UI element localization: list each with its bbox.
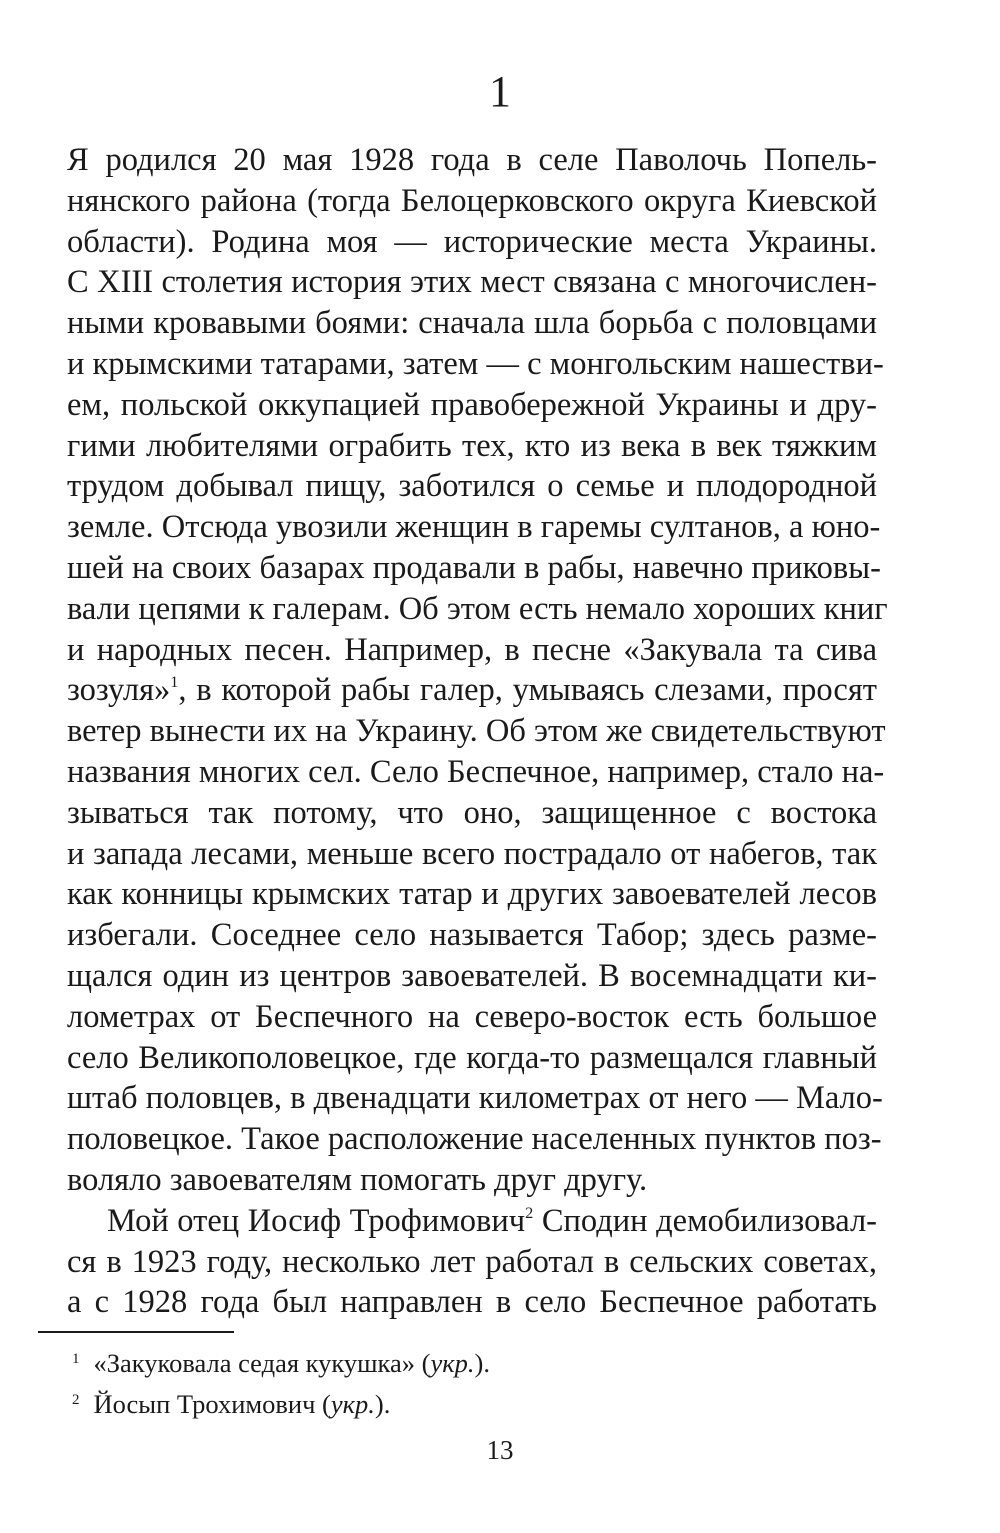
footnote-ref[interactable]: 2 <box>525 1203 534 1222</box>
footnote-close: ). <box>474 1348 490 1378</box>
footnotes <box>72 1345 490 1427</box>
text-line: село Великополовецкое, где когда-то размещался главный <box>67 1039 877 1076</box>
text-line: области). Родина моя — исторические места Украины. <box>67 223 877 260</box>
text-line: и запада лесами, меньше всего пострадало от набегов, так <box>67 835 877 872</box>
text-line: щался один из центров завоевателей. В восемнадцати ки- <box>67 957 877 994</box>
footnote-divider <box>38 1331 234 1333</box>
text-line: С XIII столетия история этих мест связана с многочислен- <box>67 264 877 301</box>
page-number: 13 <box>486 1435 514 1465</box>
text-line: а с 1928 года был направлен в село Беспечное работать <box>67 1284 877 1321</box>
text-line: шей на своих базарах продавали в рабы, навечно приковы- <box>67 549 881 586</box>
footnote-text: Йосып Трохимович ( <box>93 1389 331 1419</box>
text-line: вали цепями к галерам. Об этом есть немало хороших книг <box>67 590 888 627</box>
text-line: ветер вынести их на Украину. Об этом же свидетельствуют <box>67 713 886 750</box>
text-line-part: зозуля» <box>67 672 171 709</box>
text-line: лометрах от Беспечного на северо-восток есть большое <box>67 998 877 1035</box>
footnote-2 <box>72 1386 490 1427</box>
text-line: воляло завоевателям помогать друг другу. <box>67 1161 648 1198</box>
footnote-close: ). <box>374 1389 391 1419</box>
text-line: земле. Отсюда увозили женщин в гаремы султанов, а юно- <box>67 509 881 546</box>
text-line: ными кровавыми боями: сначала шла борьба с половцами <box>67 305 877 342</box>
text-line: штаб половцев, в двенадцати километрах от него — Мало- <box>67 1080 883 1117</box>
body-text <box>67 140 888 1323</box>
footnote-ref[interactable]: 1 <box>170 673 179 692</box>
footnote-lang: укр. <box>330 1389 375 1419</box>
text-line: трудом добывал пищу, заботился о семье и плодородной <box>67 468 877 505</box>
footnote-marker: 2 <box>72 1392 80 1408</box>
text-line: гими любителями ограбить тех, кто из века в век тяжким <box>67 427 877 464</box>
footnote-text: «Закуковала седая кукушка» ( <box>93 1348 431 1378</box>
text-line: зываться так потому, что оно, защищенное с востока <box>67 794 877 831</box>
text-line-part: , в которой рабы галер, умываясь слезами, просят <box>178 672 877 709</box>
text-line: нянского района (тогда Белоцерковского округа Киевской <box>67 182 877 219</box>
chapter-number: 1 <box>489 67 511 116</box>
text-line: как конницы крымских татар и других завоевателей лесов <box>67 876 877 913</box>
text-line: ся в 1923 году, несколько лет работал в сельских советах, <box>67 1243 877 1280</box>
text-line: избегали. Соседнее село называется Табор; здесь разме- <box>67 917 877 954</box>
footnote-lang: укр. <box>430 1348 475 1378</box>
text-line-with-footnote-ref <box>67 1201 877 1242</box>
text-line: и крымскими татарами, затем — с монгольским нашестви- <box>67 345 884 382</box>
text-line: ем, польской оккупацией правобережной Украины и дру- <box>67 386 877 423</box>
text-line-part: Сподин демобилизовал- <box>533 1202 877 1239</box>
text-line-part: Мой отец Иосиф Трофимович <box>107 1202 526 1239</box>
text-line: названия многих сел. Село Беспечное, например, стало на- <box>67 753 885 790</box>
text-line: половецкое. Такое расположение населенных пунктов поз- <box>67 1121 882 1158</box>
text-line-with-footnote-ref <box>67 670 877 711</box>
text-line: и народных песен. Например, в песне «Закувала та сива <box>67 631 877 668</box>
footnote-1 <box>72 1345 490 1386</box>
text-line: Я родился 20 мая 1928 года в селе Паволочь Попель- <box>67 142 877 178</box>
footnote-marker: 1 <box>72 1351 80 1367</box>
